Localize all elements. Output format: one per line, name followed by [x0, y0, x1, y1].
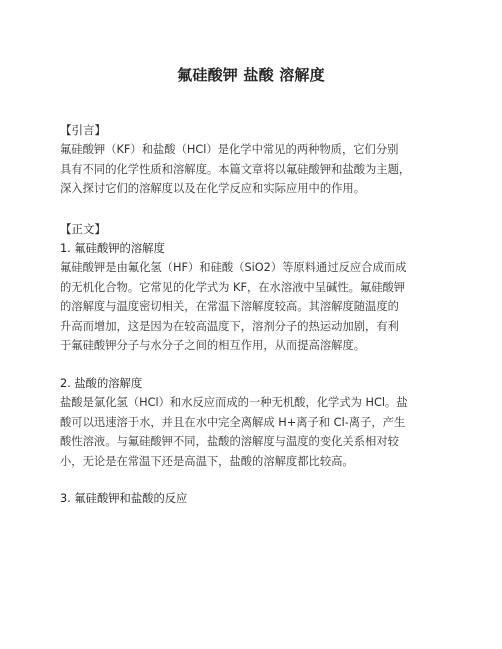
section-2-line: 盐酸是氯化氢（HCl）和水反应而成的一种无机酸，化学式为 HCl。盐: [60, 396, 408, 409]
page-title: 氟硅酸钾 盐酸 溶解度: [177, 66, 325, 84]
section-1-line: 升高而增加，这是因为在较高温度下，溶剂分子的热运动加剧，有利: [60, 319, 399, 333]
intro-line: 具有不同的化学性质和溶解度。本篇文章将以氟硅酸钾和盐酸为主题，: [60, 162, 411, 176]
section-1-heading: 1. 氟硅酸钾的溶解度: [60, 241, 165, 255]
section-2-line: 酸性溶液。与氟硅酸钾不同，盐酸的溶解度与温度的变化关系相对较: [60, 435, 399, 448]
section-1-line: 于氟硅酸钾分子与水分子之间的相互作用，从而提高溶解度。: [60, 339, 366, 352]
document-body: [60, 120, 452, 509]
section-1-line: 的溶解度与温度密切相关，在常温下溶解度较高。其溶解度随温度的: [60, 300, 399, 313]
intro-line: 氟硅酸钾（KF）和盐酸（HCl）是化学中常见的两种物质，它们分别: [60, 143, 399, 156]
section-2-heading: 2. 盐酸的溶解度: [60, 376, 143, 390]
intro-line: 深入探讨它们的溶解度以及在化学反应和实际应用中的作用。: [60, 182, 366, 195]
section-2-line: 小，无论是在常温下还是高温下，盐酸的溶解度都比较高。: [60, 454, 354, 468]
section-1-line: 氟硅酸钾是由氟化氢（HF）和硅酸（SiO2）等原料通过反应合成而成: [60, 261, 407, 274]
section-1-line: 的无机化合物。它常见的化学式为 KF，在水溶液中呈碱性。氟硅酸钾: [60, 280, 406, 294]
section-2-line: 酸可以迅速溶于水，并且在水中完全离解成 H+离子和 Cl-离子，产生: [60, 415, 406, 429]
body-heading: 【正文】: [60, 221, 106, 236]
section-3-heading: 3. 氟硅酸钾和盐酸的反应: [60, 492, 188, 505]
intro-heading: 【引言】: [60, 123, 106, 137]
